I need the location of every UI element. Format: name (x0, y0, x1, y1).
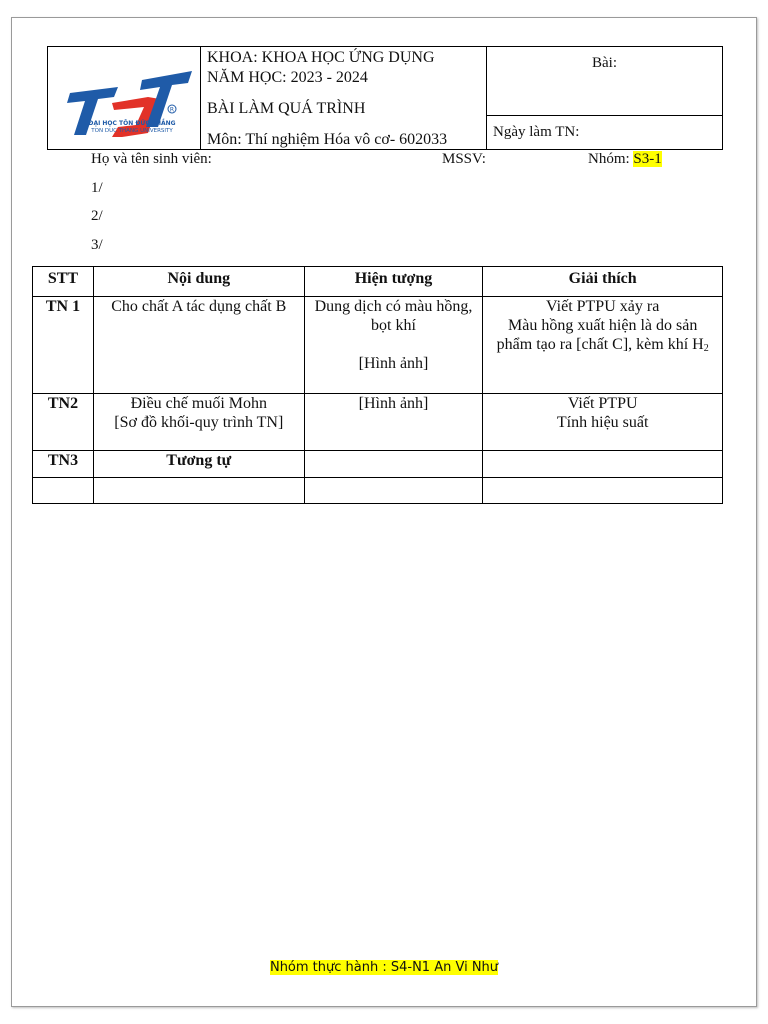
header-table (47, 46, 723, 150)
header-info-cell (201, 47, 487, 149)
giai-thich-line (487, 335, 718, 354)
experiment-table (32, 266, 723, 504)
hien-tuong-line: bọt khí (371, 317, 416, 334)
col-header-giai-thich: Giải thích (483, 267, 723, 297)
ngay-cell (487, 116, 722, 149)
cell-stt: TN3 (33, 451, 94, 478)
group-value: S3-1 (633, 151, 662, 167)
giai-thich-line: Viết PTPU (567, 395, 638, 412)
image-placeholder: [Hình ảnh] (358, 355, 429, 372)
cell-empty (483, 478, 723, 504)
cell-giai-thich (483, 394, 723, 451)
student-row-3: 3/ (91, 237, 103, 253)
cell-empty (33, 478, 94, 504)
cell-hien-tuong: [Hình ảnh] (304, 394, 483, 451)
table-row (33, 478, 723, 504)
document-page (11, 17, 757, 1007)
giai-thich-line: Tính hiệu suất (556, 414, 649, 431)
cell-noi-dung: Cho chất A tác dụng chất B (93, 297, 304, 394)
university-logo (48, 47, 200, 149)
student-row-2: 2/ (91, 208, 103, 224)
table-row (33, 297, 723, 394)
giai-thich-line: Viết PTPU xảy ra (546, 298, 660, 315)
cell-stt: TN2 (33, 394, 94, 451)
bai-label: Bài: (592, 55, 617, 71)
svg-text:R: R (169, 106, 175, 114)
hien-tuong-line: Dung dịch có màu hồng, (314, 298, 473, 315)
footer (12, 960, 756, 975)
practice-group-label: Nhóm thực hành : S4-N1 An Vi Như (269, 960, 499, 975)
table-row (33, 394, 723, 451)
cell-empty (304, 478, 483, 504)
cell-hien-tuong (304, 297, 483, 394)
table-row (33, 451, 723, 478)
table-header-row (33, 267, 723, 297)
group-label: Nhóm: (588, 151, 630, 167)
giai-thich-text: phẩm tạo ra [chất C], kèm khí H (496, 336, 704, 353)
noi-dung-line: [Sơ đồ khối-quy trình TN] (114, 414, 284, 431)
faculty-line: KHOA: KHOA HỌC ỨNG DỤNG (207, 49, 435, 66)
school-year-line: NĂM HỌC: 2023 - 2024 (207, 69, 368, 86)
course-line: Môn: Thí nghiệm Hóa vô cơ- 602033 (207, 131, 448, 148)
col-header-stt: STT (33, 267, 94, 297)
logo-text-vn: ĐẠI HỌC TÔN ĐỨC THẮNG (88, 120, 176, 127)
col-header-noi-dung: Nội dung (93, 267, 304, 297)
student-name-label: Họ và tên sinh viên: (91, 151, 212, 167)
cell-noi-dung: Tương tự (93, 451, 304, 478)
logo-cell (48, 47, 201, 149)
group-field (588, 151, 662, 168)
cell-hien-tuong (304, 451, 483, 478)
cell-stt: TN 1 (33, 297, 94, 394)
ngay-label: Ngày làm TN: (493, 124, 580, 140)
subscript: 2 (703, 343, 709, 354)
giai-thich-line: Màu hồng xuất hiện là do sản (508, 317, 698, 334)
student-row-1: 1/ (91, 180, 103, 196)
cell-giai-thich (483, 297, 723, 394)
cell-giai-thich (483, 451, 723, 478)
bai-cell (487, 47, 722, 116)
col-header-hien-tuong: Hiện tượng (304, 267, 483, 297)
header-right-cell (487, 47, 722, 149)
cell-empty (93, 478, 304, 504)
mssv-label: MSSV: (442, 151, 486, 167)
assignment-title: BÀI LÀM QUÁ TRÌNH (207, 100, 366, 117)
logo-text-en: TON DUC THANG UNIVERSITY (91, 128, 173, 134)
noi-dung-line: Điều chế muối Mohn (130, 395, 267, 412)
cell-noi-dung (93, 394, 304, 451)
